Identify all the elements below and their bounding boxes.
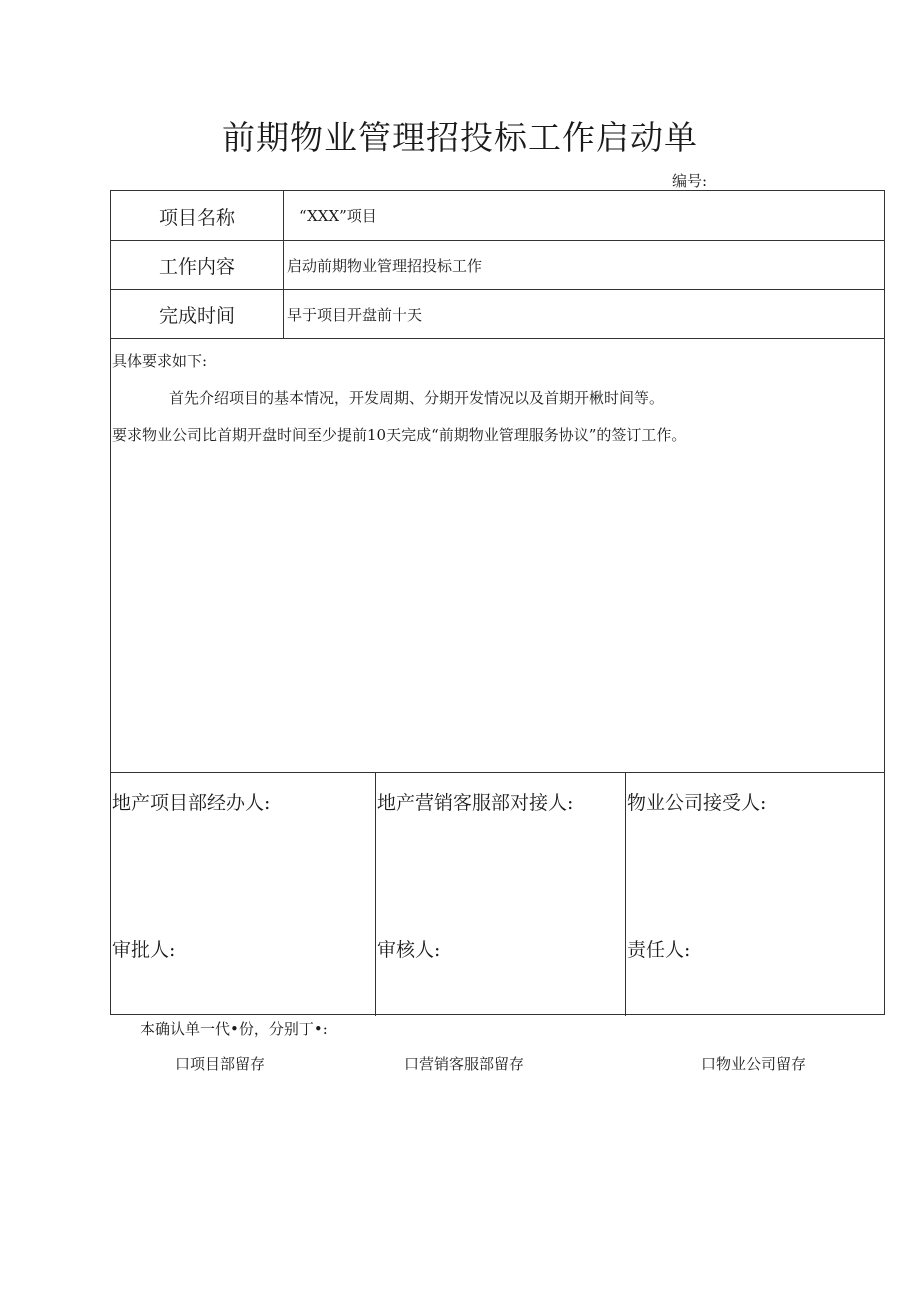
document-title: 前期物业管理招投标工作启动单 — [222, 118, 698, 157]
project-name-value: “XXX”项目 — [299, 207, 377, 225]
requirements-line: 要求物业公司比首期开盘时间至少提前10天完成“前期物业管理服务协议”的签订工作。 — [112, 426, 687, 444]
copies-note: 本确认单一代•份，分别丁•: — [140, 1020, 328, 1038]
label-column-divider — [283, 191, 284, 338]
project-handler-label: 地产项目部经办人: — [112, 792, 271, 814]
row-divider — [111, 772, 884, 773]
row-divider — [111, 338, 884, 339]
responsible-person-label: 责任人: — [627, 939, 691, 961]
form-table — [110, 190, 885, 1015]
signature-column-divider — [375, 772, 376, 1016]
work-content-label: 工作内容 — [158, 256, 235, 278]
requirements-line: 首先介绍项目的基本情况，开发周期、分期开发情况以及首期开楸时间等。 — [169, 389, 665, 407]
requirements-heading: 具体要求如下: — [112, 352, 208, 370]
row-divider — [111, 240, 884, 241]
signature-column-divider — [625, 772, 626, 1016]
completion-time-label: 完成时间 — [158, 305, 235, 327]
project-name-label: 项目名称 — [158, 207, 235, 229]
copy-property-company: 口物业公司留存 — [701, 1055, 807, 1073]
work-content-value: 启动前期物业管理招投标工作 — [287, 257, 483, 275]
approver-label: 审批人: — [112, 939, 176, 961]
copy-project-dept: 口项目部留存 — [175, 1055, 266, 1073]
reviewer-label: 审核人: — [377, 939, 441, 961]
completion-time-value: 早于项目开盘前十天 — [287, 306, 423, 324]
row-divider — [111, 289, 884, 290]
serial-number-label: 编号: — [672, 172, 708, 190]
copy-marketing-dept: 口营销客服部留存 — [404, 1055, 525, 1073]
marketing-contact-label: 地产营销客服部对接人: — [377, 792, 574, 814]
property-receiver-label: 物业公司接受人: — [627, 792, 767, 814]
